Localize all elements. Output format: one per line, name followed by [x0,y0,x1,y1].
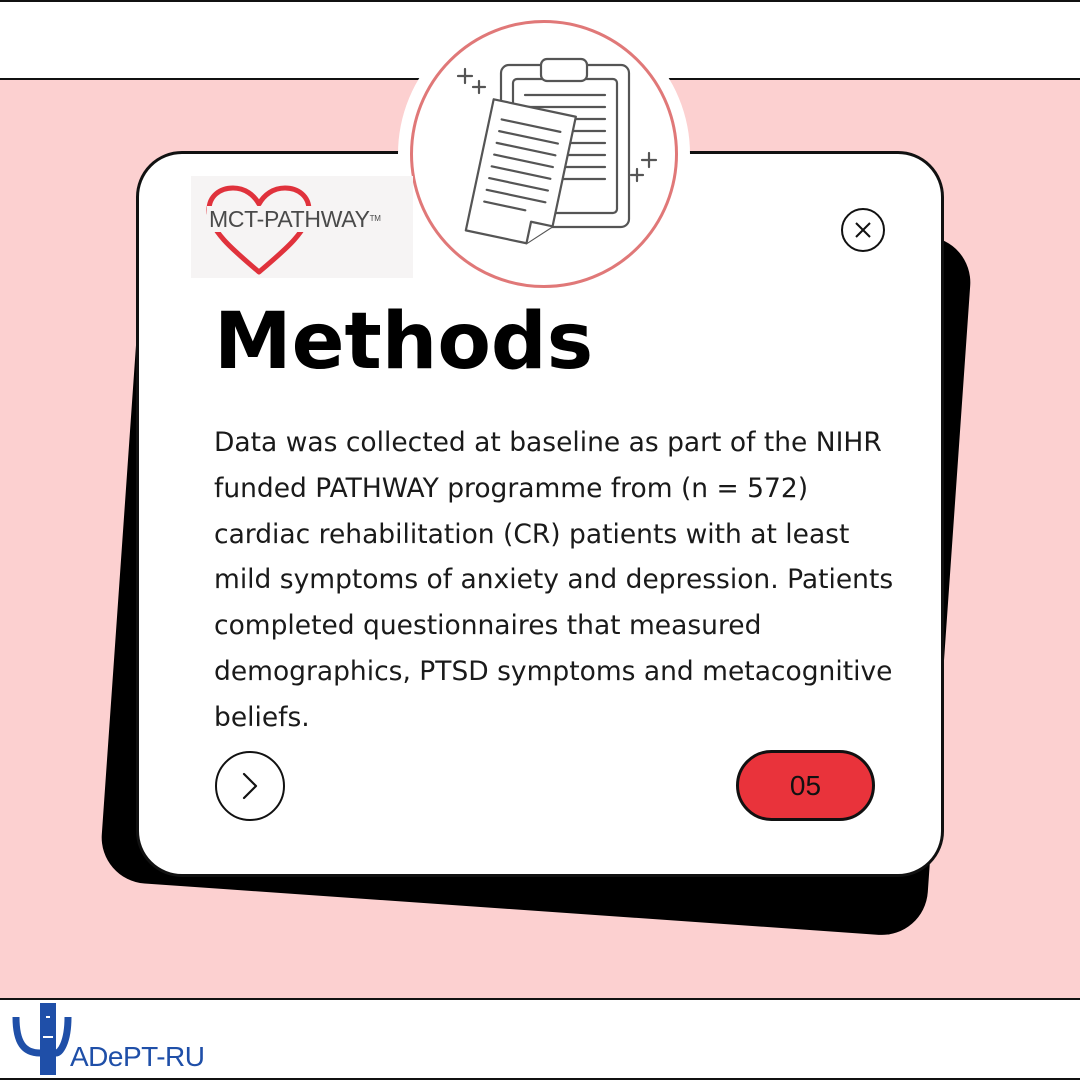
page-number-badge: 05 [736,750,875,821]
close-button[interactable] [841,208,885,252]
clipboard-documents-icon [410,20,678,288]
footer-logo-text: ADePT-RU [70,1041,205,1072]
psi-icon [12,1003,72,1075]
next-button[interactable] [215,751,285,821]
mct-pathway-logo [191,176,413,278]
close-icon [853,220,873,240]
logo-text: MCT-PATHWAY™ [209,206,381,232]
chevron-right-icon [239,771,261,801]
adept-ru-logo [12,1003,212,1075]
page-title: Methods [214,297,594,387]
methods-description: Data was collected at baseline as part of the NIHR funded PATHWAY programme from (n = 572) cardiac rehabilitation (CR) patients with at least mild symptoms of anxiety and depression. Patients completed questionnaires that measured demographics, PTSD symptoms and metacognitive beliefs. [214,427,894,733]
